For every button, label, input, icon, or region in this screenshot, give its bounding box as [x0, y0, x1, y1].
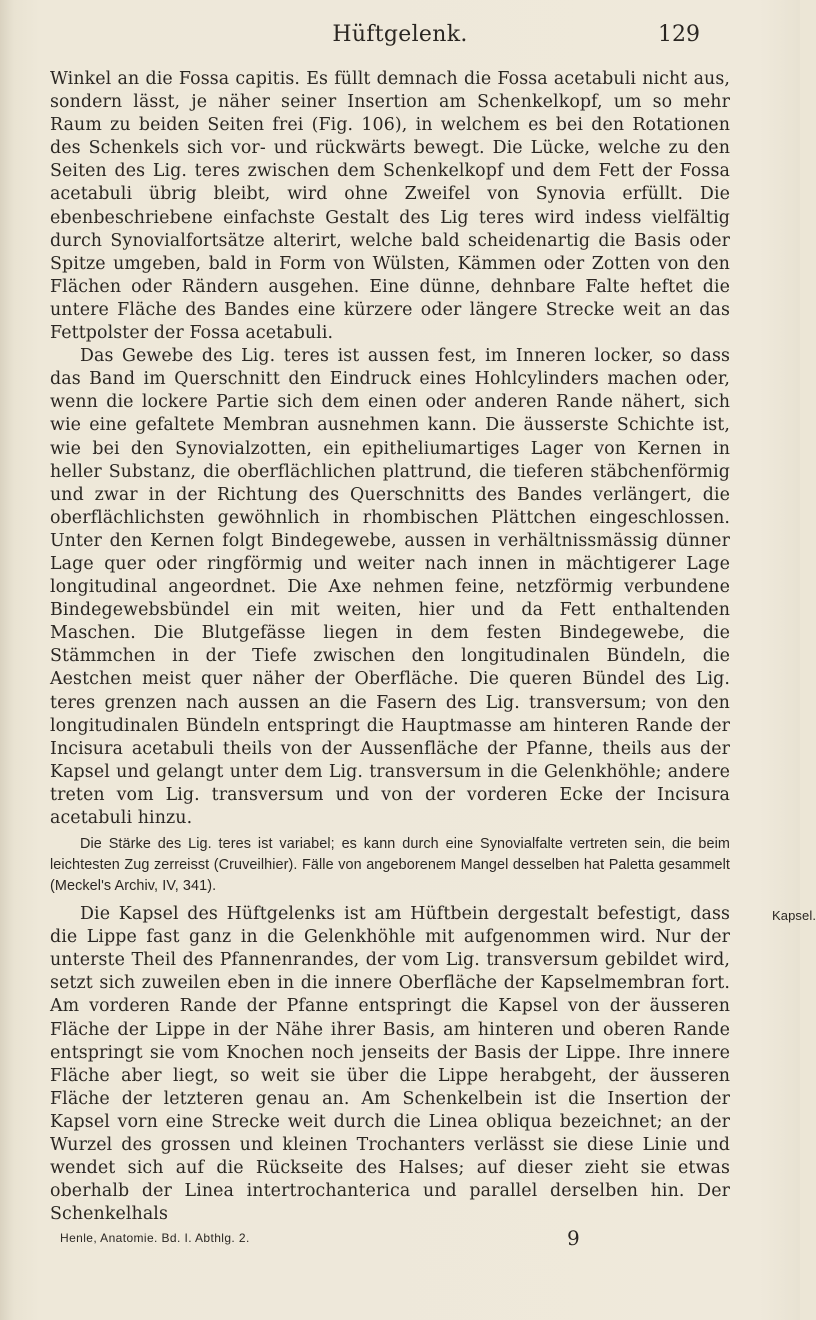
marginal-note: Kapsel. — [772, 908, 816, 924]
page-body — [50, 68, 816, 1226]
running-title: Hüftgelenk. — [332, 22, 468, 47]
paragraph-gewebe: Das Gewebe des Lig. teres ist aussen fest, im Inneren locker, so dass das Band im Querschnitt den Eindruck eines Hohlcylinders machen oder, wenn die lockere Partie sich dem einen oder anderen Rande nähert, sich wie eine gefaltete Membran ausnehmen kann. Die äusserste Schichte ist, wie bei den Synovialzotten, ein epitheliumartiges Lager von Kernen in heller Substanz, die oberflächlichen plattrund, die tieferen stäbchenförmig und zwar in der Richtung des Querschnitts des Bandes verlängert, die oberflächlichsten gewöhnlich in rhombischen Plättchen eingeschlossen. Unter den Kernen folgt Bindegewebe, aussen in verhältnissmässig dünner Lage quer oder ringförmig und weiter nach innen in mächtigerer Lage longitudinal angeordnet. Die Axe nehmen feine, netzförmig verbundene Bindegewebsbündel ein mit weiten, hier und da Fett enthaltenden Maschen. Die Blutgefässe liegen in dem festen Bindegewebe, die Stämmchen in der Tiefe zwischen den longitudinalen Bündeln, die Aestchen meist quer näher der Oberfläche. Die queren Bündel des Lig. teres grenzen nach aussen an die Fasern des Lig. transversum; von den longitudinalen Bündeln entspringt die Hauptmasse am hinteren Rande der Incisura acetabuli theils von der Aussenfläche der Pfanne, theils aus der Kapsel und gelangt unter dem Lig. transversum in die Gelenkhöhle; andere treten vom Lig. transversum und von der vorderen Ecke der Incisura acetabuli hinzu. — [50, 346, 730, 828]
paragraph-continued: Winkel an die Fossa capitis. Es füllt demnach die Fossa acetabuli nicht aus, sondern lässt, je näher seiner Insertion am Schenkelkopf, um so mehr Raum zu beiden Seiten frei (Fig. 106), in welchem es bei den Rotationen des Schenkels sich vor- und rückwärts bewegt. Die Lücke, welche zu den Seiten des Lig. teres zwischen dem Schenkelkopf und dem Fett der Fossa acetabuli übrig bleibt, wird ohne Zweifel von Synovia erfüllt. Die ebenbeschriebene einfachste Gestalt des Lig teres wird indess vielfältig durch Synovialfortsätze alterirt, welche bald scheidenartig die Basis oder Spitze umgeben, bald in Form von Wülsten, Kämmen oder Zotten von den Flächen oder Rändern ausgehen. Eine dünne, dehnbare Falte heftet die untere Fläche des Bandes eine kürzere oder längere Strecke weit an das Fettpolster der Fossa acetabuli. — [50, 69, 730, 344]
signature-mark: 9 — [567, 1226, 580, 1250]
page-number: 129 — [658, 22, 700, 47]
small-print-note: Die Stärke des Lig. teres ist variabel; es kann durch eine Synovialfalte vertreten sein, die beim leichtesten Zug zerreisst (Cruveilhier). Fälle von angeborenem Mangel desselben hat Paletta gesammelt (Meckel's Archiv, IV, 341). — [50, 836, 730, 895]
running-header — [0, 22, 800, 62]
paragraph-kapsel — [50, 903, 816, 1226]
paragraph-kapsel-text: Die Kapsel des Hüftgelenks ist am Hüftbein dergestalt befestigt, dass die Lippe fast ganz in die Gelenkhöhle mit aufgenommen wird. Nur der unterste Theil des Pfannenrandes, der vom Lig. transversum gebildet wird, setzt sich zuweilen eben in die innere Oberfläche der Kapselmembran fort. Am vorderen Rande der Pfanne entspringt die Kapsel von der äusseren Fläche der Lippe in der Nähe ihrer Basis, am hinteren und oberen Rande entspringt sie vom Knochen noch jenseits der Basis der Lippe. Ihre innere Fläche aber liegt, so weit sie über die Lippe herabgeht, der äusseren Fläche der letzteren genau an. Am Schenkelbein ist die Insertion der Kapsel vorn eine Strecke weit durch die Linea obliqua bezeichnet; an der Wurzel des grossen und kleinen Trochanters verlässt sie diese Linie und wendet sich auf die Rückseite des Halses; auf dieser zieht sie etwas oberhalb der Linea intertrochanterica und parallel derselben hin. Der Schenkelhals — [50, 904, 730, 1225]
signature-text: Henle, Anatomie. Bd. I. Abthlg. 2. — [60, 1231, 250, 1245]
printer-signature-line — [60, 1227, 250, 1246]
